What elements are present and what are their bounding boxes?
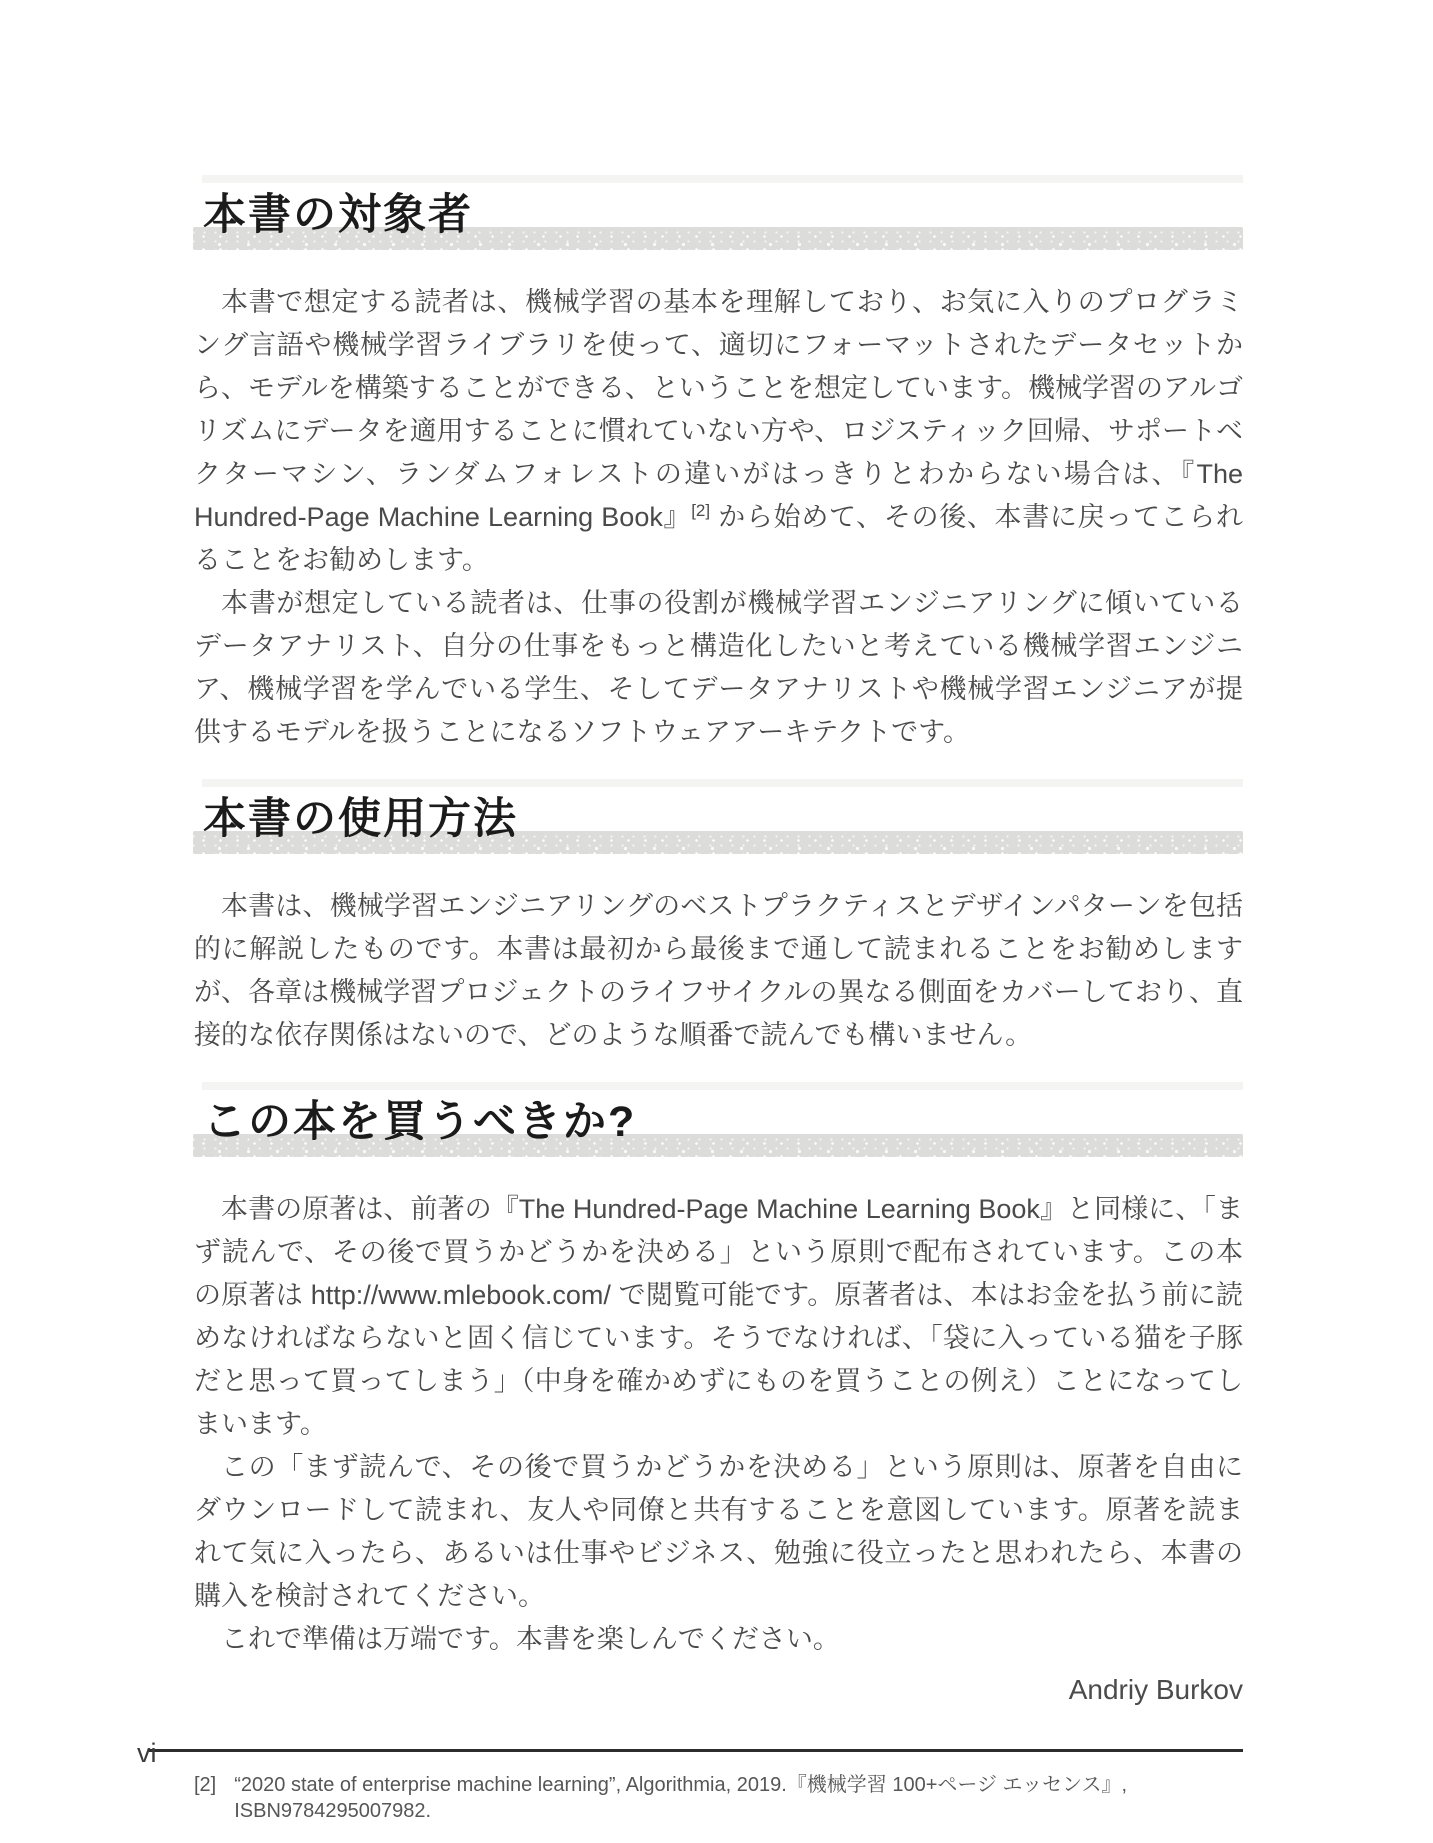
section-heading: 本書の使用方法 [203,795,518,843]
paragraph-text: この「まず読んで、その後で買うかどうかを決める」という原則は、原著を自由にダウンロードして読まれ、友人や同僚と共有することを意図しています。原著を読まれて気に入ったら、あるいは仕事やビジネス、勉強に役立ったと思われたら、本書の購入を検討されてください。 [194,1452,1243,1611]
paragraph-text: これで準備は万端です。本書を楽しんでください。 [221,1624,840,1654]
paragraph [194,1188,1243,1446]
section-heading-block [194,1082,1243,1144]
footnote-ref: [2] [691,501,711,520]
heading-accent-bar [202,175,1243,183]
paragraph-text: 本書は、機械学習エンジニアリングのベストプラクティスとデザインパターンを包括的に解説したものです。本書は最初から最後まで通して読まれることをお勧めしますが、各章は機械学習プロジェクトのライフサイクルの異なる側面をカバーしており、直接的な依存関係はないので、どのような順番で読んでも構いません。 [194,891,1243,1050]
author-signature: Andriy Burkov [1068,1674,1243,1705]
paragraph [194,281,1243,582]
paragraph [194,1618,1243,1661]
heading-accent-bar [202,779,1243,787]
page-number: vi [137,1738,157,1768]
paragraph-text: から始めて、その後、本書に戻ってこられることをお勧めします。 [194,502,1243,575]
section-how-to-use [194,779,1243,1057]
section-should-you-buy [194,1082,1243,1661]
section-heading: この本を買うべきか? [203,1098,637,1146]
paragraph [194,1446,1243,1618]
paragraph-text: 本書で想定する読者は、機械学習の基本を理解しており、お気に入りのプログラミング言語や機械学習ライブラリを使って、適切にフォーマットされたデータセットから、モデルを構築することができる、ということを想定しています。機械学習のアルゴリズムにデータを適用することに慣れていない方や、ロジスティック回帰、サポートベクターマシン、ランダムフォレストの違いがはっきりとわからない場合は、『The Hundred-Page Machine Learning Book』 [194,287,1243,532]
section-heading: 本書の対象者 [203,191,473,239]
page-content [194,0,1243,1824]
section-heading-block [194,175,1243,237]
heading-accent-bar [202,1082,1243,1090]
paragraph [194,582,1243,754]
section-heading-block [194,779,1243,841]
footnote [194,1772,1243,1824]
footnote-marker: [2] [194,1774,217,1796]
paragraph-text: 本書が想定している読者は、仕事の役割が機械学習エンジニアリングに傾いているデータアナリスト、自分の仕事をもっと構造化したいと考えている機械学習エンジニア、機械学習を学んでいる学生、そしてデータアナリストや機械学習エンジニアが提供するモデルを扱うことになるソフトウェアアーキテクトです。 [194,588,1243,747]
paragraph-text: 本書の原著は、前著の『The Hundred-Page Machine Learning Book』と同様に、「まず読んで、その後で買うかどうかを決める」という原則で配布されています。この本の原著は http://www.mlebook.com/ で閲覧可能です。原著者は、本はお金を払う前に読めなければならないと固く信じています。そうでなければ、「袋に入っている猫を子豚だと思って買ってしまう」（中身を確かめずにものを買うことの例え）ことになってしまいます。 [194,1194,1243,1439]
paragraph [194,885,1243,1057]
footnote-text: “2020 state of enterprise machine learning”, Algorithmia, 2019.『機械学習 100+ページ エッセンス』, ISBN9784295007982. [234,1774,1128,1822]
section-target-readers [194,175,1243,754]
footnote-divider [148,1749,1243,1752]
